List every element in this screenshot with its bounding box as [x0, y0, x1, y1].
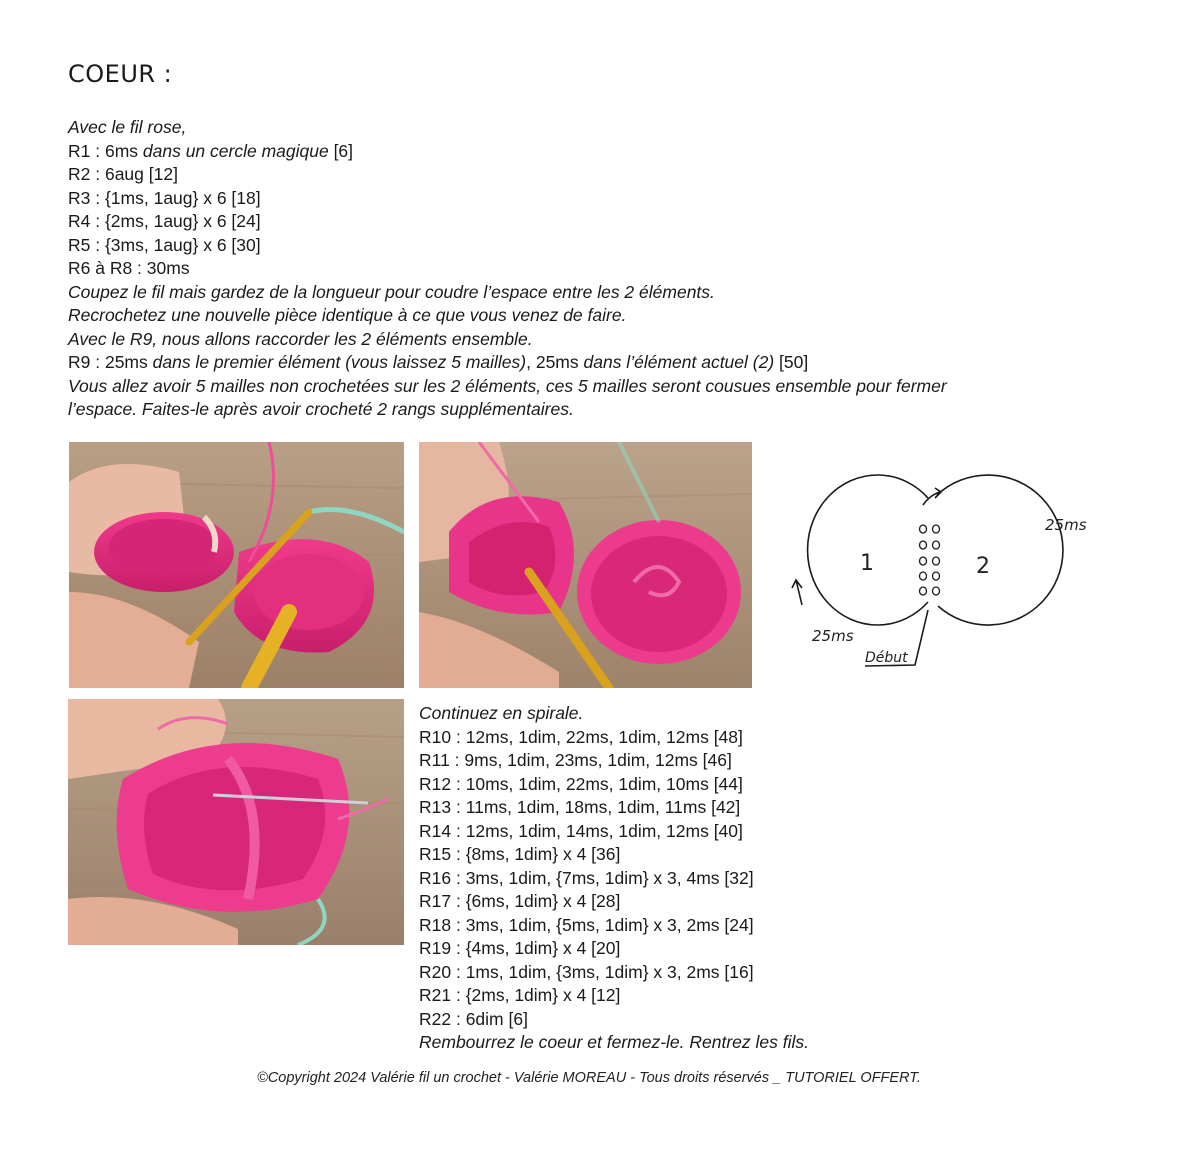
heart-joining-diagram: [780, 470, 1110, 690]
instruction-line: R2 : 6aug [12]: [68, 164, 178, 184]
instruction-line: Avec le R9, nous allons raccorder les 2 éléments ensemble.: [68, 328, 533, 349]
instruction-line: l’espace. Faites-le après avoir crocheté 2 rangs supplémentaires.: [68, 399, 574, 419]
diagram-label-start: Début: [865, 650, 908, 666]
instruction-line: Continuez en spirale.: [419, 703, 584, 723]
diagram-label-1: 1: [860, 551, 874, 576]
instruction-line: R10 : 12ms, 1dim, 22ms, 1dim, 12ms [48]: [419, 726, 743, 747]
page-title: COEUR :: [68, 60, 173, 88]
instruction-text: [50]: [774, 352, 809, 372]
photo-joining-pieces: [69, 442, 404, 688]
instruction-line: R21 : {2ms, 1dim} x 4 [12]: [419, 985, 621, 1005]
instruction-text: dans l’élément actuel (2): [583, 352, 775, 372]
photo-joining-pieces-2: [419, 442, 752, 688]
instruction-line: R13 : 11ms, 1dim, 18ms, 1dim, 11ms [42]: [419, 797, 741, 817]
instruction-line: R20 : 1ms, 1dim, {3ms, 1dim} x 3, 2ms [16]: [419, 961, 754, 982]
instruction-line: R19 : {4ms, 1dim} x 4 [20]: [419, 938, 621, 958]
instructions-part-2: [419, 702, 809, 1055]
instruction-line: R5 : {3ms, 1aug} x 6 [30]: [68, 234, 261, 255]
instruction-line: R15 : {8ms, 1dim} x 4 [36]: [419, 844, 621, 864]
instruction-line: R3 : {1ms, 1aug} x 6 [18]: [68, 187, 261, 208]
circle-2: [937, 475, 1063, 625]
instruction-line: Rembourrez le coeur et fermez-le. Rentrez les fils.: [419, 1032, 809, 1052]
instruction-line: R12 : 10ms, 1dim, 22ms, 1dim, 10ms [44]: [419, 773, 743, 794]
arrow-left: [792, 580, 802, 605]
copyright-footer: ©Copyright 2024 Valérie fil un crochet - Valérie MOREAU - Tous droits réservés _ TUTORIEL OFFERT.: [257, 1070, 921, 1086]
instruction-text: [6]: [328, 140, 354, 161]
instruction-line: R6 à R8 : 30ms: [68, 258, 190, 278]
instruction-line: [68, 140, 947, 164]
instruction-line: R22 : 6dim [6]: [419, 1008, 528, 1029]
instruction-line: Avec le fil rose,: [68, 117, 187, 137]
instruction-text: , 25ms: [526, 352, 584, 372]
instruction-line: [68, 351, 947, 375]
instructions-part-1: [68, 116, 947, 422]
instruction-line: R11 : 9ms, 1dim, 23ms, 1dim, 12ms [46]: [419, 750, 732, 770]
photo-sewing-gap: [68, 699, 404, 945]
diagram-label-25ms-right: 25ms: [1045, 516, 1087, 534]
instruction-text: dans un cercle magique: [142, 140, 329, 161]
instruction-line: R18 : 3ms, 1dim, {5ms, 1dim} x 3, 2ms [24]: [419, 914, 754, 935]
instruction-line: Coupez le fil mais gardez de la longueur pour coudre l’espace entre les 2 éléments.: [68, 281, 715, 302]
instruction-text: R1 : 6ms: [68, 140, 143, 161]
instruction-text: dans le premier élément (vous laissez 5 mailles): [152, 352, 527, 372]
diagram-label-25ms-left: 25ms: [812, 627, 854, 645]
instruction-line: R17 : {6ms, 1dim} x 4 [28]: [419, 891, 621, 911]
circle-1: [808, 475, 928, 625]
instruction-line: R16 : 3ms, 1dim, {7ms, 1dim} x 3, 4ms [32]: [419, 867, 754, 888]
instruction-line: Recrochetez une nouvelle pièce identique à ce que vous venez de faire.: [68, 305, 627, 325]
instruction-line: Vous allez avoir 5 mailles non crochetées sur les 2 éléments, ces 5 mailles seront cousues ensemble pour fermer: [68, 375, 947, 396]
diagram-label-2: 2: [976, 554, 990, 579]
instruction-text: R9 : 25ms: [68, 352, 153, 372]
stitch-marks: [920, 525, 940, 595]
instruction-line: R4 : {2ms, 1aug} x 6 [24]: [68, 211, 261, 231]
instruction-line: R14 : 12ms, 1dim, 14ms, 1dim, 12ms [40]: [419, 820, 743, 841]
